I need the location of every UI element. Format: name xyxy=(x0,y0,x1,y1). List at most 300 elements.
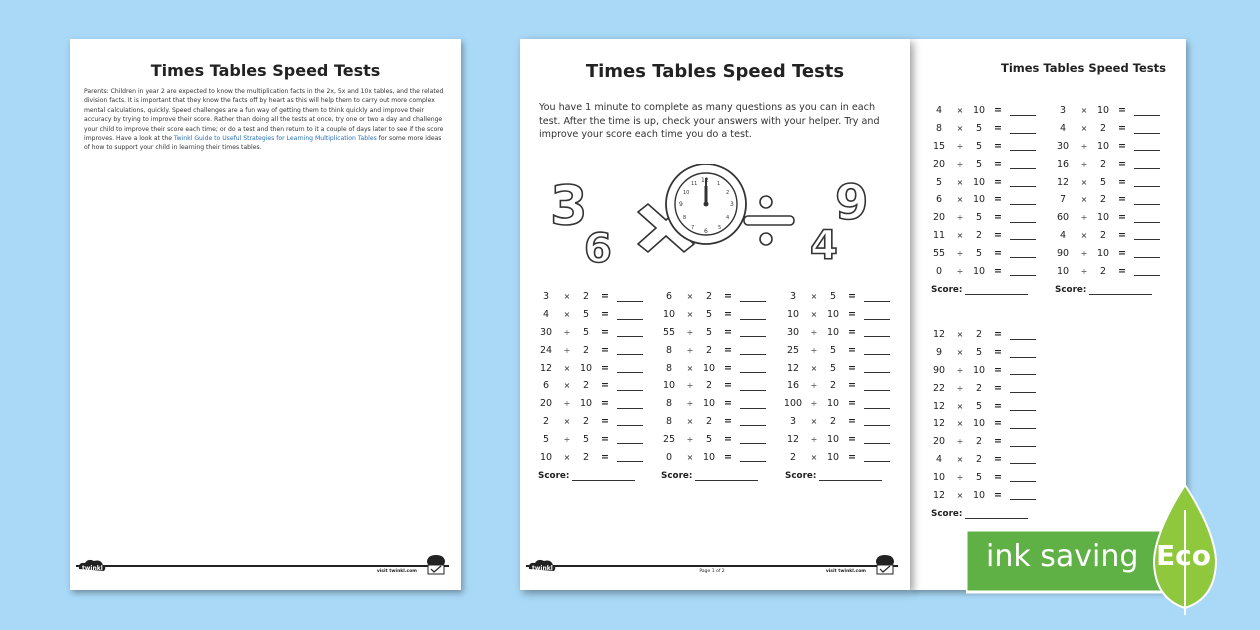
answer-blank[interactable] xyxy=(1010,419,1036,429)
question-row xyxy=(658,430,766,448)
answer-blank[interactable] xyxy=(1010,454,1036,464)
operator: × xyxy=(956,330,964,340)
answer-blank[interactable] xyxy=(740,416,766,426)
deco-number-9: 9 xyxy=(835,175,869,231)
operand-a: 6 xyxy=(665,291,673,303)
equals-sign: = xyxy=(994,265,1002,277)
operand-a: 6 xyxy=(935,194,943,206)
equals-sign: = xyxy=(601,398,609,410)
question-row xyxy=(1052,227,1160,245)
answer-blank[interactable] xyxy=(740,399,766,409)
equals-sign: = xyxy=(848,326,856,338)
operator: ÷ xyxy=(956,472,964,482)
operand-a: 11 xyxy=(932,229,946,241)
operand-a: 30 xyxy=(539,326,553,338)
sheet-title: Times Tables Speed Tests xyxy=(1000,61,1166,75)
operand-b: 2 xyxy=(705,291,713,303)
answer-blank[interactable] xyxy=(740,292,766,302)
operand-b: 10 xyxy=(972,364,986,376)
answer-blank[interactable] xyxy=(740,310,766,320)
operand-b: 5 xyxy=(829,362,837,374)
question-row xyxy=(1052,173,1160,191)
operator: × xyxy=(563,416,571,426)
operator: × xyxy=(1080,230,1088,240)
equals-sign: = xyxy=(724,433,732,445)
strategies-guide-link[interactable]: Twinkl Guide to Useful Strategies for Learning Multiplication Tables xyxy=(173,135,377,143)
question-row xyxy=(658,306,766,324)
operand-b: 2 xyxy=(829,380,837,392)
operand-a: 20 xyxy=(932,212,946,224)
equals-sign: = xyxy=(1118,158,1126,170)
svg-text:8: 8 xyxy=(683,215,687,221)
operand-a: 12 xyxy=(932,400,946,412)
operator: × xyxy=(956,348,964,358)
footer-divider xyxy=(526,565,898,567)
equals-sign: = xyxy=(994,123,1002,135)
operator: × xyxy=(956,419,964,429)
operator: ÷ xyxy=(1080,213,1088,223)
operand-a: 16 xyxy=(1056,158,1070,170)
operand-a: 12 xyxy=(539,362,553,374)
divide-symbol-icon xyxy=(744,196,794,245)
svg-text:twinkl: twinkl xyxy=(82,565,103,572)
answer-blank[interactable] xyxy=(1010,213,1036,223)
answer-blank[interactable] xyxy=(1010,348,1036,358)
operand-b: 2 xyxy=(705,344,713,356)
equals-sign: = xyxy=(994,436,1002,448)
question-row xyxy=(782,448,890,466)
operand-b: 2 xyxy=(705,415,713,427)
test-column-1 xyxy=(535,288,643,481)
question-row xyxy=(1052,262,1160,280)
operand-b: 5 xyxy=(582,309,590,321)
answer-blank[interactable] xyxy=(1134,141,1160,151)
equals-sign: = xyxy=(848,344,856,356)
operator: × xyxy=(686,452,694,462)
question-row xyxy=(782,288,890,306)
operand-a: 3 xyxy=(542,291,550,303)
question-row xyxy=(928,379,1036,397)
question-row xyxy=(658,448,766,466)
operand-b: 2 xyxy=(1099,123,1107,135)
svg-text:1: 1 xyxy=(717,181,721,187)
answer-blank[interactable] xyxy=(1010,330,1036,340)
operand-b: 10 xyxy=(702,362,716,374)
operand-a: 20 xyxy=(932,158,946,170)
operator: × xyxy=(956,230,964,240)
answer-blank[interactable] xyxy=(1010,195,1036,205)
operator: ÷ xyxy=(956,437,964,447)
operator: ÷ xyxy=(956,383,964,393)
operand-b: 5 xyxy=(975,158,983,170)
operator: ÷ xyxy=(810,327,818,337)
svg-text:5: 5 xyxy=(718,225,722,231)
question-row xyxy=(928,155,1036,173)
answer-blank[interactable] xyxy=(1134,177,1160,187)
question-row xyxy=(928,362,1036,380)
operator: × xyxy=(563,363,571,373)
operator: ÷ xyxy=(810,399,818,409)
equals-sign: = xyxy=(994,158,1002,170)
score-label: Score: xyxy=(931,508,963,519)
equals-sign: = xyxy=(601,362,609,374)
equals-sign: = xyxy=(994,247,1002,259)
equals-sign: = xyxy=(601,415,609,427)
operand-a: 12 xyxy=(786,362,800,374)
operand-b: 2 xyxy=(582,451,590,463)
equals-sign: = xyxy=(1118,247,1126,259)
answer-blank[interactable] xyxy=(617,345,643,355)
operand-b: 5 xyxy=(975,400,983,412)
question-row xyxy=(928,415,1036,433)
operator: × xyxy=(686,292,694,302)
website-label: visit twinkl.com xyxy=(825,569,866,574)
operator: × xyxy=(1080,124,1088,134)
answer-blank[interactable] xyxy=(1134,248,1160,258)
answer-blank[interactable] xyxy=(864,310,890,320)
answer-blank[interactable] xyxy=(1134,159,1160,169)
svg-text:4: 4 xyxy=(726,215,730,221)
answer-blank[interactable] xyxy=(617,416,643,426)
question-row xyxy=(535,341,643,359)
equals-sign: = xyxy=(994,329,1002,341)
svg-text:2: 2 xyxy=(726,190,730,196)
operand-b: 10 xyxy=(1096,105,1110,117)
question-row xyxy=(1052,102,1160,120)
equals-sign: = xyxy=(994,212,1002,224)
operand-a: 3 xyxy=(1059,105,1067,117)
equals-sign: = xyxy=(724,326,732,338)
website-label: visit twinkl.com xyxy=(376,569,417,574)
answer-blank[interactable] xyxy=(1010,177,1036,187)
question-row xyxy=(658,413,766,431)
score-blank[interactable] xyxy=(965,285,1028,295)
svg-text:twinkl: twinkl xyxy=(532,565,553,572)
operator: × xyxy=(956,124,964,134)
operator: ÷ xyxy=(956,213,964,223)
operand-a: 8 xyxy=(665,344,673,356)
operand-a: 0 xyxy=(665,451,673,463)
operator: ÷ xyxy=(1080,159,1088,169)
equals-sign: = xyxy=(994,140,1002,152)
equals-sign: = xyxy=(601,451,609,463)
operand-b: 2 xyxy=(1099,265,1107,277)
score-blank[interactable] xyxy=(819,471,882,481)
answer-blank[interactable] xyxy=(1134,124,1160,134)
equals-sign: = xyxy=(1118,212,1126,224)
test-column-2 xyxy=(658,288,766,481)
operand-b: 10 xyxy=(972,265,986,277)
question-row xyxy=(658,288,766,306)
score-label: Score: xyxy=(661,470,693,481)
answer-blank[interactable] xyxy=(740,327,766,337)
question-row xyxy=(1052,244,1160,262)
operator: × xyxy=(686,310,694,320)
operand-a: 22 xyxy=(932,382,946,394)
operand-b: 10 xyxy=(579,398,593,410)
operator: ÷ xyxy=(956,141,964,151)
question-row xyxy=(535,448,643,466)
operator: × xyxy=(956,177,964,187)
operand-a: 9 xyxy=(935,347,943,359)
operator: ÷ xyxy=(563,399,571,409)
instructions: You have 1 minute to complete as many questions as you can in each test. After the time is up, check your answers with your helper. Try and improve your score each time you do a test. xyxy=(539,102,880,141)
question-row xyxy=(782,430,890,448)
operator: ÷ xyxy=(810,381,818,391)
answer-blank[interactable] xyxy=(1010,230,1036,240)
operator: × xyxy=(956,401,964,411)
question-row xyxy=(782,324,890,342)
operand-b: 5 xyxy=(975,140,983,152)
equals-sign: = xyxy=(848,415,856,427)
equals-sign: = xyxy=(848,451,856,463)
question-row xyxy=(928,433,1036,451)
operand-a: 4 xyxy=(935,453,943,465)
answer-blank[interactable] xyxy=(864,292,890,302)
answer-blank[interactable] xyxy=(617,310,643,320)
operator: × xyxy=(1080,177,1088,187)
answer-blank[interactable] xyxy=(1134,213,1160,223)
operand-a: 12 xyxy=(932,418,946,430)
operand-b: 10 xyxy=(826,309,840,321)
equals-sign: = xyxy=(994,176,1002,188)
answer-blank[interactable] xyxy=(864,327,890,337)
operator: ÷ xyxy=(686,434,694,444)
operator: × xyxy=(686,416,694,426)
operator: ÷ xyxy=(563,434,571,444)
operand-b: 2 xyxy=(975,229,983,241)
equals-sign: = xyxy=(994,105,1002,117)
operator: × xyxy=(563,452,571,462)
question-row xyxy=(928,209,1036,227)
parents-note-text: Parents: Children in year 2 are expected to know the multiplication facts in the 2x, 5x and 10x tables, and the related division facts. It is important that they know the facts off by heart as this will help them to carry out more complex mental calculations, quickly. Speed challenges are a fun way of getting them to think quickly and improve their accuracy by trying to improve their score. Rather than doing all the tests at once, try one or two a day and challenge your child to improve their score each time; or do a test and then return to it a couple of days later to see if the score improves. Have a look at the xyxy=(84,88,444,143)
operator: ÷ xyxy=(1080,266,1088,276)
answer-blank[interactable] xyxy=(1010,159,1036,169)
operand-b: 5 xyxy=(582,326,590,338)
equals-sign: = xyxy=(724,398,732,410)
operand-a: 8 xyxy=(935,123,943,135)
operand-a: 24 xyxy=(539,344,553,356)
question-row xyxy=(782,377,890,395)
operand-b: 2 xyxy=(975,436,983,448)
operand-b: 5 xyxy=(975,247,983,259)
operator: × xyxy=(956,490,964,500)
operand-a: 55 xyxy=(662,326,676,338)
answer-blank[interactable] xyxy=(1010,141,1036,151)
operand-a: 4 xyxy=(542,309,550,321)
operand-a: 3 xyxy=(789,415,797,427)
answer-blank[interactable] xyxy=(617,381,643,391)
answer-blank[interactable] xyxy=(1010,401,1036,411)
equals-sign: = xyxy=(601,291,609,303)
operand-a: 55 xyxy=(932,247,946,259)
answer-blank[interactable] xyxy=(864,452,890,462)
operand-b: 10 xyxy=(826,451,840,463)
operator: ÷ xyxy=(810,345,818,355)
operand-b: 10 xyxy=(1096,140,1110,152)
score-field xyxy=(658,471,766,481)
operator: × xyxy=(810,452,818,462)
operand-a: 8 xyxy=(665,362,673,374)
answer-blank[interactable] xyxy=(740,381,766,391)
question-row xyxy=(928,102,1036,120)
score-field xyxy=(535,471,643,481)
svg-text:10: 10 xyxy=(683,190,690,196)
operand-a: 12 xyxy=(932,329,946,341)
question-row xyxy=(928,344,1036,362)
question-row xyxy=(658,359,766,377)
operand-b: 2 xyxy=(829,415,837,427)
question-row xyxy=(1052,155,1160,173)
operator: ÷ xyxy=(956,248,964,258)
score-blank[interactable] xyxy=(572,471,635,481)
score-label: Score: xyxy=(931,284,963,295)
answer-blank[interactable] xyxy=(740,452,766,462)
svg-text:12: 12 xyxy=(701,177,709,184)
operand-b: 5 xyxy=(705,309,713,321)
sheet-title: Times Tables Speed Tests xyxy=(150,61,381,80)
question-row xyxy=(658,324,766,342)
answer-blank[interactable] xyxy=(740,434,766,444)
equals-sign: = xyxy=(601,326,609,338)
answer-blank[interactable] xyxy=(1010,248,1036,258)
question-row xyxy=(535,395,643,413)
operator: ÷ xyxy=(956,365,964,375)
equals-sign: = xyxy=(994,471,1002,483)
question-row xyxy=(535,430,643,448)
answer-blank[interactable] xyxy=(617,452,643,462)
sheet-footer xyxy=(76,550,449,576)
answer-blank[interactable] xyxy=(864,416,890,426)
equals-sign: = xyxy=(994,347,1002,359)
equals-sign: = xyxy=(724,451,732,463)
answer-blank[interactable] xyxy=(864,363,890,373)
equals-sign: = xyxy=(994,364,1002,376)
operand-a: 4 xyxy=(1059,229,1067,241)
operand-b: 5 xyxy=(975,123,983,135)
operand-a: 5 xyxy=(935,176,943,188)
answer-blank[interactable] xyxy=(1010,383,1036,393)
question-row xyxy=(928,173,1036,191)
answer-blank[interactable] xyxy=(1134,230,1160,240)
operator: ÷ xyxy=(956,266,964,276)
answer-blank[interactable] xyxy=(1134,266,1160,276)
operator: ÷ xyxy=(563,345,571,355)
question-row xyxy=(928,138,1036,156)
answer-blank[interactable] xyxy=(864,345,890,355)
test-column-4 xyxy=(928,102,1036,295)
equals-sign: = xyxy=(724,344,732,356)
answer-blank[interactable] xyxy=(1134,106,1160,116)
question-row xyxy=(535,413,643,431)
equals-sign: = xyxy=(848,380,856,392)
answer-blank[interactable] xyxy=(740,345,766,355)
question-row xyxy=(1052,191,1160,209)
equals-sign: = xyxy=(994,400,1002,412)
answer-blank[interactable] xyxy=(1010,124,1036,134)
operand-b: 5 xyxy=(975,212,983,224)
question-row xyxy=(782,413,890,431)
operand-a: 100 xyxy=(783,398,803,410)
operator: ÷ xyxy=(563,327,571,337)
equals-sign: = xyxy=(601,433,609,445)
parents-info-sheet xyxy=(70,39,461,590)
operand-a: 15 xyxy=(932,140,946,152)
test-column-3 xyxy=(782,288,890,481)
question-row xyxy=(535,359,643,377)
answer-blank[interactable] xyxy=(864,381,890,391)
question-row xyxy=(535,324,643,342)
answer-blank[interactable] xyxy=(617,399,643,409)
equals-sign: = xyxy=(1118,123,1126,135)
equals-sign: = xyxy=(994,453,1002,465)
question-row xyxy=(928,262,1036,280)
answer-blank[interactable] xyxy=(1010,106,1036,116)
answer-blank[interactable] xyxy=(617,327,643,337)
score-blank[interactable] xyxy=(695,471,758,481)
answer-blank[interactable] xyxy=(864,434,890,444)
operand-b: 2 xyxy=(582,380,590,392)
question-row xyxy=(782,359,890,377)
sheet-footer xyxy=(526,550,898,576)
question-row xyxy=(928,397,1036,415)
twinkl-logo-icon xyxy=(76,556,108,576)
operator: × xyxy=(1080,195,1088,205)
operand-b: 10 xyxy=(972,105,986,117)
answer-blank[interactable] xyxy=(1010,437,1036,447)
question-row xyxy=(928,451,1036,469)
operand-a: 16 xyxy=(786,380,800,392)
equals-sign: = xyxy=(724,362,732,374)
answer-blank[interactable] xyxy=(1134,195,1160,205)
equals-sign: = xyxy=(1118,176,1126,188)
score-blank[interactable] xyxy=(1089,285,1152,295)
operator: × xyxy=(563,292,571,302)
operand-b: 10 xyxy=(972,489,986,501)
equals-sign: = xyxy=(1118,140,1126,152)
operand-a: 8 xyxy=(665,415,673,427)
clock-icon xyxy=(666,164,746,244)
operator: × xyxy=(563,381,571,391)
operator: × xyxy=(810,310,818,320)
svg-text:7: 7 xyxy=(691,225,695,231)
answer-blank[interactable] xyxy=(740,363,766,373)
operand-b: 10 xyxy=(1096,212,1110,224)
answer-blank[interactable] xyxy=(617,292,643,302)
operand-b: 10 xyxy=(972,176,986,188)
operand-a: 12 xyxy=(1056,176,1070,188)
equals-sign: = xyxy=(848,433,856,445)
operand-a: 12 xyxy=(932,489,946,501)
operand-b: 2 xyxy=(975,329,983,341)
question-row xyxy=(535,306,643,324)
question-row xyxy=(928,244,1036,262)
equals-sign: = xyxy=(848,309,856,321)
answer-blank[interactable] xyxy=(1010,266,1036,276)
question-row xyxy=(1052,209,1160,227)
operand-b: 10 xyxy=(826,433,840,445)
score-field xyxy=(1052,285,1160,295)
equals-sign: = xyxy=(848,362,856,374)
answer-blank[interactable] xyxy=(1010,365,1036,375)
operand-a: 90 xyxy=(932,364,946,376)
answer-blank[interactable] xyxy=(617,434,643,444)
answer-blank[interactable] xyxy=(617,363,643,373)
operand-b: 2 xyxy=(975,382,983,394)
deco-number-6: 6 xyxy=(584,226,612,272)
operand-a: 10 xyxy=(539,451,553,463)
answer-blank[interactable] xyxy=(864,399,890,409)
